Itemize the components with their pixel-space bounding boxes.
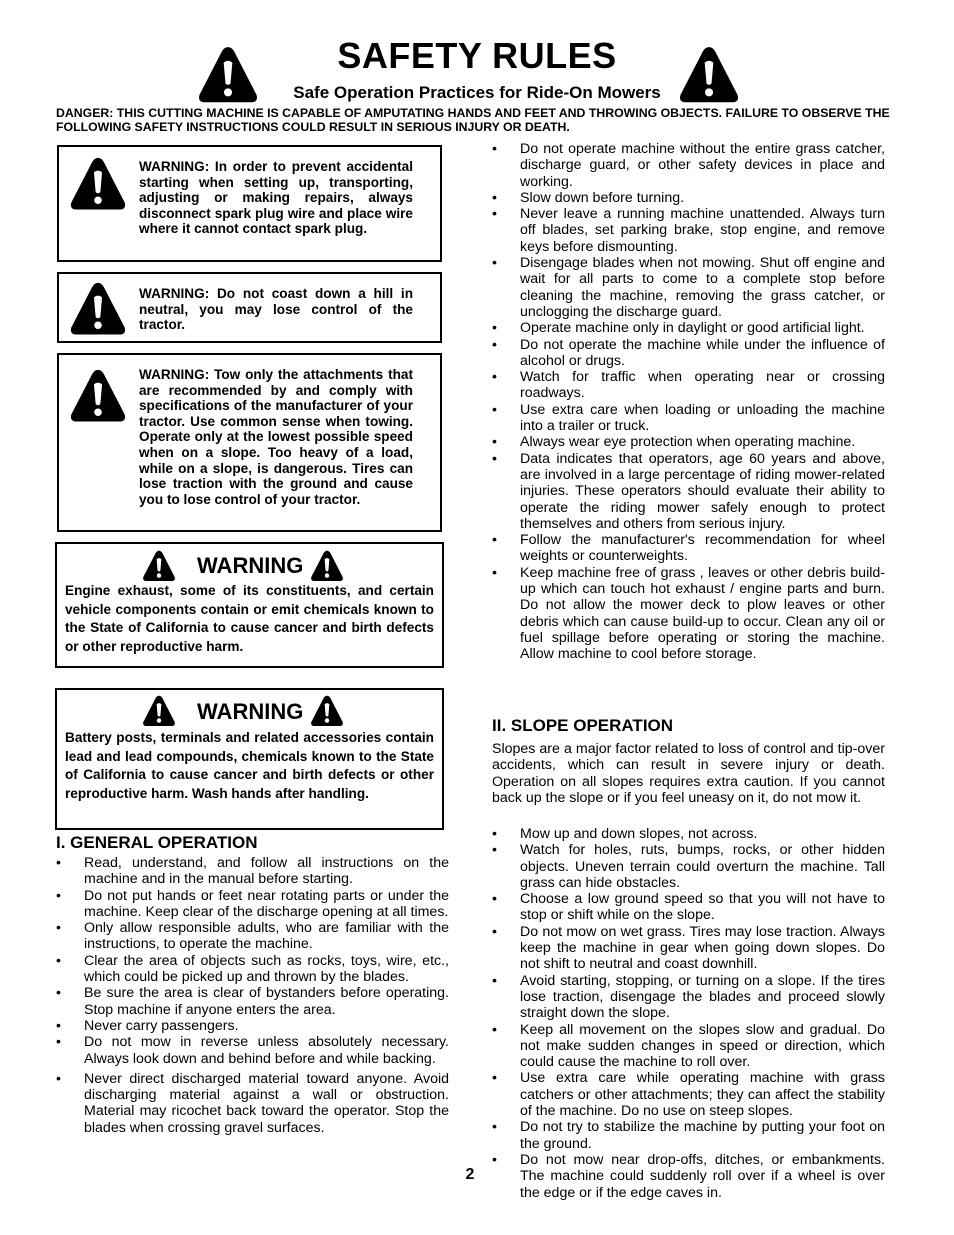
bullet-icon: • — [492, 255, 497, 272]
list-item: • Mow up and down slopes, not across. — [492, 826, 758, 842]
bullet-icon: • — [56, 1017, 61, 1034]
warning-text: Battery posts, terminals and related accessories contain lead and lead compounds, chemicals known to the State of California to cause cancer and birth defects or other reproductive harm. Wash hands after handling. — [65, 730, 434, 801]
bullet-icon: • — [492, 532, 497, 549]
list-item: • Choose a low ground speed so that you will not have to stop or shift while on the slope. — [492, 891, 885, 924]
alert-icon — [309, 549, 345, 583]
bullet-icon: • — [492, 842, 497, 859]
list-item: • Do not try to stabilize the machine by putting your foot on the ground. — [492, 1119, 885, 1152]
section-heading-general: I. GENERAL OPERATION — [56, 833, 258, 852]
danger-statement: DANGER: THIS CUTTING MACHINE IS CAPABLE OF AMPUTATING HANDS AND FEET AND THROWING OBJECTS. FAILURE TO OBSERVE THE FOLLOWING SAFETY INSTRUCTIONS COULD RESULT IN SERIOUS INJURY OR DEATH. — [56, 106, 890, 134]
bullet-icon: • — [492, 434, 497, 451]
list-item: • Disengage blades when not mowing. Shut off engine and wait for all parts to come to a complete stop before cleaning the machine, removing the grass catcher, or unclogging the discharge guard. — [492, 255, 885, 320]
warning-box-coast-hill — [57, 272, 442, 343]
bullet-icon: • — [492, 1119, 497, 1136]
bullet-icon: • — [492, 1070, 497, 1087]
bullet-icon: • — [56, 1034, 61, 1051]
bullet-icon: • — [492, 1151, 497, 1168]
section-heading-slope: II. SLOPE OPERATION — [492, 716, 674, 735]
warning-box-spark-plug — [57, 145, 442, 262]
list-item: • Operate machine only in daylight or good artificial light. — [492, 320, 865, 337]
list-item: • Do not operate machine without the entire grass catcher, discharge guard, or other safety devices in place and working. — [492, 141, 885, 190]
list-item: • Do not put hands or feet near rotating parts or under the machine. Keep clear of the discharge opening at all times. — [56, 887, 449, 920]
warning-box-towing — [57, 353, 442, 532]
bullet-icon: • — [492, 564, 497, 581]
alert-icon — [66, 367, 130, 425]
general-operation-list-continued — [492, 141, 885, 663]
bullet-icon: • — [56, 887, 61, 904]
list-item: • Always wear eye protection when operating machine. — [492, 434, 856, 451]
list-item: • Do not mow in reverse unless absolutely necessary. Always look down and behind before and while backing. — [56, 1034, 449, 1067]
warning-heading: WARNING — [197, 699, 304, 724]
slope-operation-list — [492, 826, 885, 1201]
list-item: • Never leave a running machine unattended. Always turn off blades, set parking brake, stop engine, and remove keys before dismounting. — [492, 206, 885, 255]
bullet-icon: • — [56, 952, 61, 969]
warning-text: WARNING: Do not coast down a hill in neutral, you may lose control of the tractor. — [139, 286, 413, 333]
alert-icon — [309, 694, 345, 728]
bullet-icon: • — [492, 1021, 497, 1038]
bullet-icon: • — [492, 336, 497, 353]
bullet-icon: • — [492, 923, 497, 940]
prop65-box-exhaust — [55, 542, 444, 668]
bullet-icon: • — [492, 320, 497, 337]
list-item: • Data indicates that operators, age 60 years and above, are involved in a large percentage of riding mower-related injuries. These operators should evaluate their ability to operate the riding mower safely enough to protect themselves and others from serious injury. — [492, 450, 885, 532]
alert-icon — [141, 549, 177, 583]
warning-text: WARNING: Tow only the attachments that are recommended by and comply with specifications of the manufacturer of your tractor. Use common sense when towing. Operate only at the lowest possible speed when on a slope. Too heavy of a load, while on a slope, is dangerous. Tires can lose traction with the ground and cause you to lose control of your tractor. — [139, 367, 413, 507]
list-item: • Do not mow on wet grass. Tires may lose traction. Always keep the machine in gear when going down slopes. Do not shift to neutral and coast downhill. — [492, 923, 885, 973]
prop65-box-battery — [55, 688, 444, 830]
bullet-icon: • — [492, 189, 497, 206]
list-item: • Never carry passengers. — [56, 1017, 239, 1034]
bullet-icon: • — [56, 920, 61, 937]
list-item: • Slow down before turning. — [492, 189, 685, 206]
list-item: • Use extra care while operating machine with grass catchers or other attachments; they can affect the stability of the machine. Do no use on steep slopes. — [492, 1070, 885, 1120]
alert-icon — [66, 155, 130, 213]
bullet-icon: • — [492, 826, 497, 842]
bullet-icon: • — [492, 891, 497, 908]
warning-text: WARNING: In order to prevent accidental starting when setting up, transporting, adjusting or making repairs, always disconnect spark plug wire and place wire where it cannot contact spark plug. — [139, 159, 413, 237]
list-item: • Keep all movement on the slopes slow and gradual. Do not make sudden changes in speed or direction, which could cause the machine to roll over. — [492, 1021, 885, 1071]
list-item: • Be sure the area is clear of bystanders before operating. Stop machine if anyone enters the area. — [56, 985, 449, 1018]
bullet-icon: • — [56, 855, 61, 871]
bullet-icon: • — [492, 369, 497, 386]
page-title: SAFETY RULES — [337, 35, 617, 76]
bullet-icon: • — [492, 972, 497, 989]
bullet-icon: • — [492, 141, 497, 157]
bullet-icon: • — [492, 206, 497, 223]
bullet-icon: • — [56, 985, 61, 1002]
list-item: • Watch for holes, ruts, bumps, rocks, or other hidden objects. Uneven terrain could overturn the machine. Tall grass can hide obstacles. — [492, 842, 885, 891]
warning-text: Engine exhaust, some of its constituents, and certain vehicle components contain or emit chemicals known to the State of California to cause cancer and birth defects or other reproductive harm. — [65, 583, 434, 654]
list-item: • Follow the manufacturer's recommendation for wheel weights or counterweights. — [492, 532, 885, 565]
bullet-icon: • — [492, 401, 497, 418]
list-item: • Do not mow near drop-offs, ditches, or embankments. The machine could suddenly roll over if a wheel is over the edge or if the edge caves in. — [492, 1151, 885, 1201]
alert-icon — [141, 694, 177, 728]
list-item: • Never direct discharged material toward anyone. Avoid discharging material against a wall or obstruction. Material may ricochet back toward the operator. Stop the blades when crossing gravel surfaces. — [56, 1070, 449, 1136]
bullet-icon: • — [492, 450, 497, 467]
list-item: • Avoid starting, stopping, or turning on a slope. If the tires lose traction, disengage the blades and proceed slowly straight down the slope. — [492, 972, 885, 1022]
list-item: • Read, understand, and follow all instructions on the machine and in the manual before starting. — [56, 855, 449, 888]
warning-heading: WARNING — [197, 553, 304, 578]
slope-intro: Slopes are a major factor related to loss of control and tip-over accidents, which can result in severe injury or death. Operation on all slopes requires extra caution. If you cannot back up the slope or if you feel uneasy on it, do not mow it. — [492, 741, 885, 806]
page-number: 2 — [465, 1166, 475, 1183]
list-item: • Keep machine free of grass , leaves or other debris build-up which can touch hot exhaust / engine parts and burn. Do not allow the mower deck to plow leaves or other debris which can cause build-up to occur. Clean any oil or fuel spillage before operating or storing the machine. Allow machine to cool before storage. — [492, 564, 885, 663]
list-item: • Do not operate the machine while under the influence of alcohol or drugs. — [492, 336, 885, 369]
bullet-icon: • — [56, 1070, 61, 1087]
list-item: • Use extra care when loading or unloading the machine into a trailer or truck. — [492, 401, 885, 435]
list-item: • Clear the area of objects such as rocks, toys, wire, etc., which could be picked up and thrown by the blades. — [56, 952, 449, 986]
list-item: • Only allow responsible adults, who are familiar with the instructions, to operate the machine. — [56, 920, 449, 953]
list-item: • Watch for traffic when operating near or crossing roadways. — [492, 369, 885, 402]
alert-icon — [66, 280, 130, 338]
page-subtitle: Safe Operation Practices for Ride-On Mowers — [293, 83, 661, 102]
general-operation-list — [56, 855, 449, 1136]
